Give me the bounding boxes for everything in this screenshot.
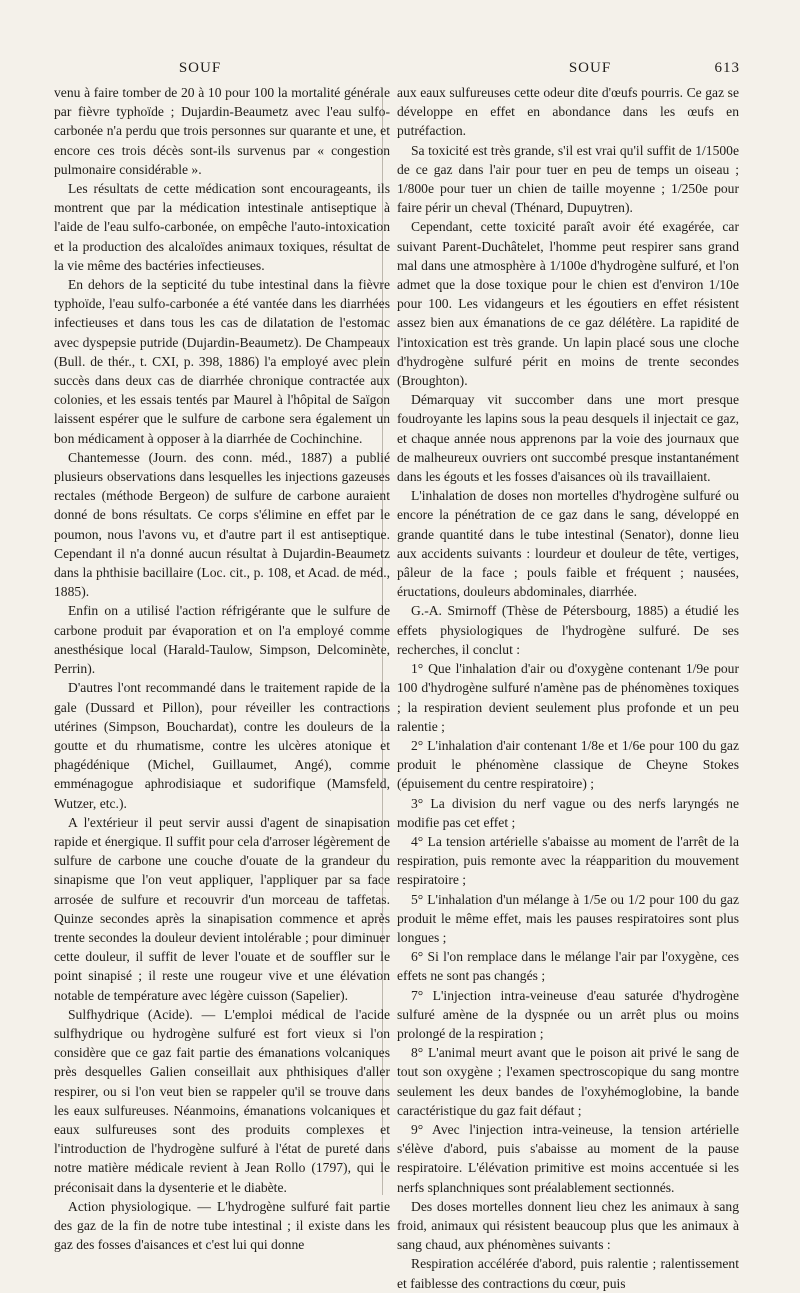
paragraph: 1° Que l'inhalation d'air ou d'oxygène contenant 1/9e pour 100 d'hydrogène sulfuré n'amène pas de phénomènes toxiques ; la respiration devient seulement plus profonde et un peu ralentie ; bbox=[397, 661, 739, 734]
paragraph: aux eaux sulfureuses cette odeur dite d'œufs pourris. Ce gaz se développe en effet en abondance dans les œufs en putréfaction. bbox=[397, 85, 739, 139]
paragraph: Cependant, cette toxicité paraît avoir été exagérée, car suivant Parent-Duchâtelet, l'homme peut respirer sans grand mal dans une atmosphère à 1/100e d'hydrogène sulfuré, et l'on admet que la dose toxique pour le chien est d'environ 1/10e pour 100. Les vidangeurs et les égoutiers en effet résistent assez bien aux émanations de ce gaz délétère. La rapidité de l'intoxication est très grande. Un lapin placé sous une cloche d'hydrogène sulfuré périt en moins de trente secondes (Broughton). bbox=[397, 219, 739, 389]
paragraph: 5° L'inhalation d'un mélange à 1/5e ou 1/2 pour 100 du gaz produit le même effet, mais les pauses respiratoires sont plus longues ; bbox=[397, 891, 739, 945]
paragraph: Enfin on a utilisé l'action réfrigérante que le sulfure de carbone produit par évaporation et on l'a employé comme anesthésique local (Harald-Taulow, Simpson, Delcominète, Perrin). bbox=[54, 603, 390, 677]
paragraph: Chantemesse (Journ. des conn. méd., 1887) a publié plusieurs observations dans lesquelles les injections gazeuses rectales (méthode Bergeon) de sulfure de carbone auraient donné de bons résultats. Ce corps s'élimine en effet par le poumon, nous l'avons vu, et d'autre part il est antiseptique. Cependant il n'a donné aucun résultat à Dujardin-Beaumetz dans la phthisie bacillaire (Loc. cit., p. 108, et Acad. de méd., 1885). bbox=[54, 449, 390, 600]
page-number: 613 bbox=[714, 60, 740, 76]
paragraph: 3° La division du nerf vague ou des nerfs laryngés ne modifie pas cet effet ; bbox=[397, 795, 739, 830]
paragraph: Action physiologique. — L'hydrogène sulfuré fait partie des gaz de la fin de notre tube intestinal ; il existe dans les gaz des fosses d'aisances et c'est lui qui donne bbox=[54, 1198, 390, 1253]
paragraph: Respiration accélérée d'abord, puis ralentie ; ralentissement et faiblesse des contractions du cœur, puis bbox=[397, 1256, 739, 1291]
paragraph: Démarquay vit succomber dans une mort presque foudroyante les lapins sous la peau desquels il injectait ce gaz, et chaque année nous apprenons par la voie des journaux que de malheureux ouvriers ont succombé presque instantanément dans les égouts et les fosses d'aisances où ils travaillaient. bbox=[397, 392, 739, 485]
right-column bbox=[397, 83, 739, 1293]
paragraph: 8° L'animal meurt avant que le poison ait privé le sang de tout son oxygène ; l'examen spectroscopique du sang montre seulement les deux bandes de l'oxyhémoglobine, la bande caractéristique du gaz fait défaut ; bbox=[397, 1045, 739, 1118]
running-header-left: SOUF bbox=[178, 60, 222, 76]
paragraph: En dehors de la septicité du tube intestinal dans la fièvre typhoïde, l'eau sulfo-carbonée a été vantée dans les diarrhées infectieuses et dans tous les cas de dilatation de l'estomac avec dyspepsie putride (Dujardin-Beaumetz). De Champeaux (Bull. de thér., t. CXI, p. 398, 1886) l'a employé avec plein succès dans deux cas de diarrhée chronique contractée aux colonies, et les essais tentés par Maurel à l'hôpital de Saïgon laissent espérer que le sulfure de carbone sera également un bon médicament à opposer à la diarrhée de Cochinchine. bbox=[54, 277, 390, 446]
paragraph: Sa toxicité est très grande, s'il est vrai qu'il suffit de 1/1500e de ce gaz dans l'air pour tuer en peu de temps un oiseau ; 1/800e pour tuer un chien de taille moyenne ; 1/250e pour faire périr un cheval (Thénard, Dupuytren). bbox=[397, 142, 739, 216]
paragraph: Les résultats de cette médication sont encourageants, ils montrent que par la médication intestinale antiseptique à l'aide de l'eau sulfo-carbonée, on empêche l'auto-intoxication et la production des alcaloïdes animaux toxiques, résultat de la vie même des bactéries infectieuses. bbox=[54, 181, 390, 273]
paragraph: 6° Si l'on remplace dans le mélange l'air par l'oxygène, ces effets ne sont pas changés ; bbox=[397, 949, 739, 984]
paragraph: 7° L'injection intra-veineuse d'eau saturée d'hydrogène sulfuré amène de la dyspnée ou un arrêt plus ou moins prolongé de la respiration ; bbox=[397, 987, 739, 1041]
paragraph: 2° L'inhalation d'air contenant 1/8e et 1/6e pour 100 du gaz produit le phénomène classique de Cheyne Stokes (épuisement du centre respiratoire) ; bbox=[397, 737, 739, 792]
running-header-right: SOUF bbox=[568, 60, 612, 76]
paragraph: 4° La tension artérielle s'abaisse au moment de l'arrêt de la respiration, puis remonte avec la réapparition du mouvement respiratoire ; bbox=[397, 833, 739, 888]
paragraph: D'autres l'ont recommandé dans le traitement rapide de la gale (Dussard et Pillon), pour réveiller les contractions utérines (Simpson, Bouchardat), contre les douleurs de la goutte et du rhumatisme, contre les ulcères atonique et phagédénique (Michel, Guillaumet, Angé), comme emménagogue aphrodisiaque et sudorifique (Mamsfeld, Wutzer, etc.). bbox=[54, 680, 390, 811]
paragraph: Des doses mortelles donnent lieu chez les animaux à sang froid, animaux qui résistent beaucoup plus que les animaux à sang chaud, aux phénomènes suivants : bbox=[397, 1198, 739, 1253]
paragraph: Sulfhydrique (Acide). — L'emploi médical de l'acide sulfhydrique ou hydrogène sulfuré est fort vieux si l'on considère que ce gaz fait partie des émanations volcaniques près desquelles Galien conseillait aux phthisiques d'aller respirer, ou si l'on veut bien se rappeler qu'il se trouve dans les eaux sulfureuses. Néanmoins, émanations volcaniques et eaux sulfureuses sont des produits complexes et l'introduction de l'hydrogène sulfuré à l'état de pureté dans notre matière médicale revient à Jean Rollo (1797), qui le préconisait dans la dysenterie et le diabète. bbox=[54, 1006, 390, 1195]
paragraph: L'inhalation de doses non mortelles d'hydrogène sulfuré ou encore la pénétration de ce gaz dans le sang, développé en grande quantité dans le tube intestinal (Senator), donne lieu aux accidents suivants : lourdeur et douleur de tête, vertiges, pâleur de la face ; pouls faible et fréquent ; nausées, éructations, douleurs abdominales, diarrhée. bbox=[397, 488, 739, 600]
paragraph: G.-A. Smirnoff (Thèse de Pétersbourg, 1885) a étudié les effets physiologiques de l'hydrogène sulfuré. De ses recherches, il conclut : bbox=[397, 603, 739, 657]
paragraph: A l'extérieur il peut servir aussi d'agent de sinapisation rapide et énergique. Il suffit pour cela d'arroser légèrement de sulfure de carbone une couche d'ouate de la grandeur du sinapisme que l'on veut appliquer, l'appliquer par sa face arrosée de sulfure et recouvrir d'un morceau de taffetas. Quinze secondes après la sinapisation commence et après trente secondes la douleur devient intolérable ; pour diminuer cette douleur, il suffit de lever l'ouate et de souffler sur le point sinapisé ; il reste une rougeur vive et une élévation notable de température avec légère cuisson (Sapelier). bbox=[54, 814, 390, 1003]
left-column bbox=[54, 83, 390, 1254]
paragraph: 9° Avec l'injection intra-veineuse, la tension artérielle s'élève d'abord, puis s'abaisse au moment de la pause respiratoire. L'élévation primitive est moins accentuée si les nerfs splanchniques sont préalablement sectionnés. bbox=[397, 1121, 739, 1195]
paragraph: venu à faire tomber de 20 à 10 pour 100 la mortalité générale par fièvre typhoïde ; Dujardin-Beaumetz avec l'eau sulfo-carbonée n'a perdu que trois personnes sur quarante et une, et encore ces trois décès sont-ils survenus par « congestion pulmonaire considérable ». bbox=[54, 85, 390, 177]
